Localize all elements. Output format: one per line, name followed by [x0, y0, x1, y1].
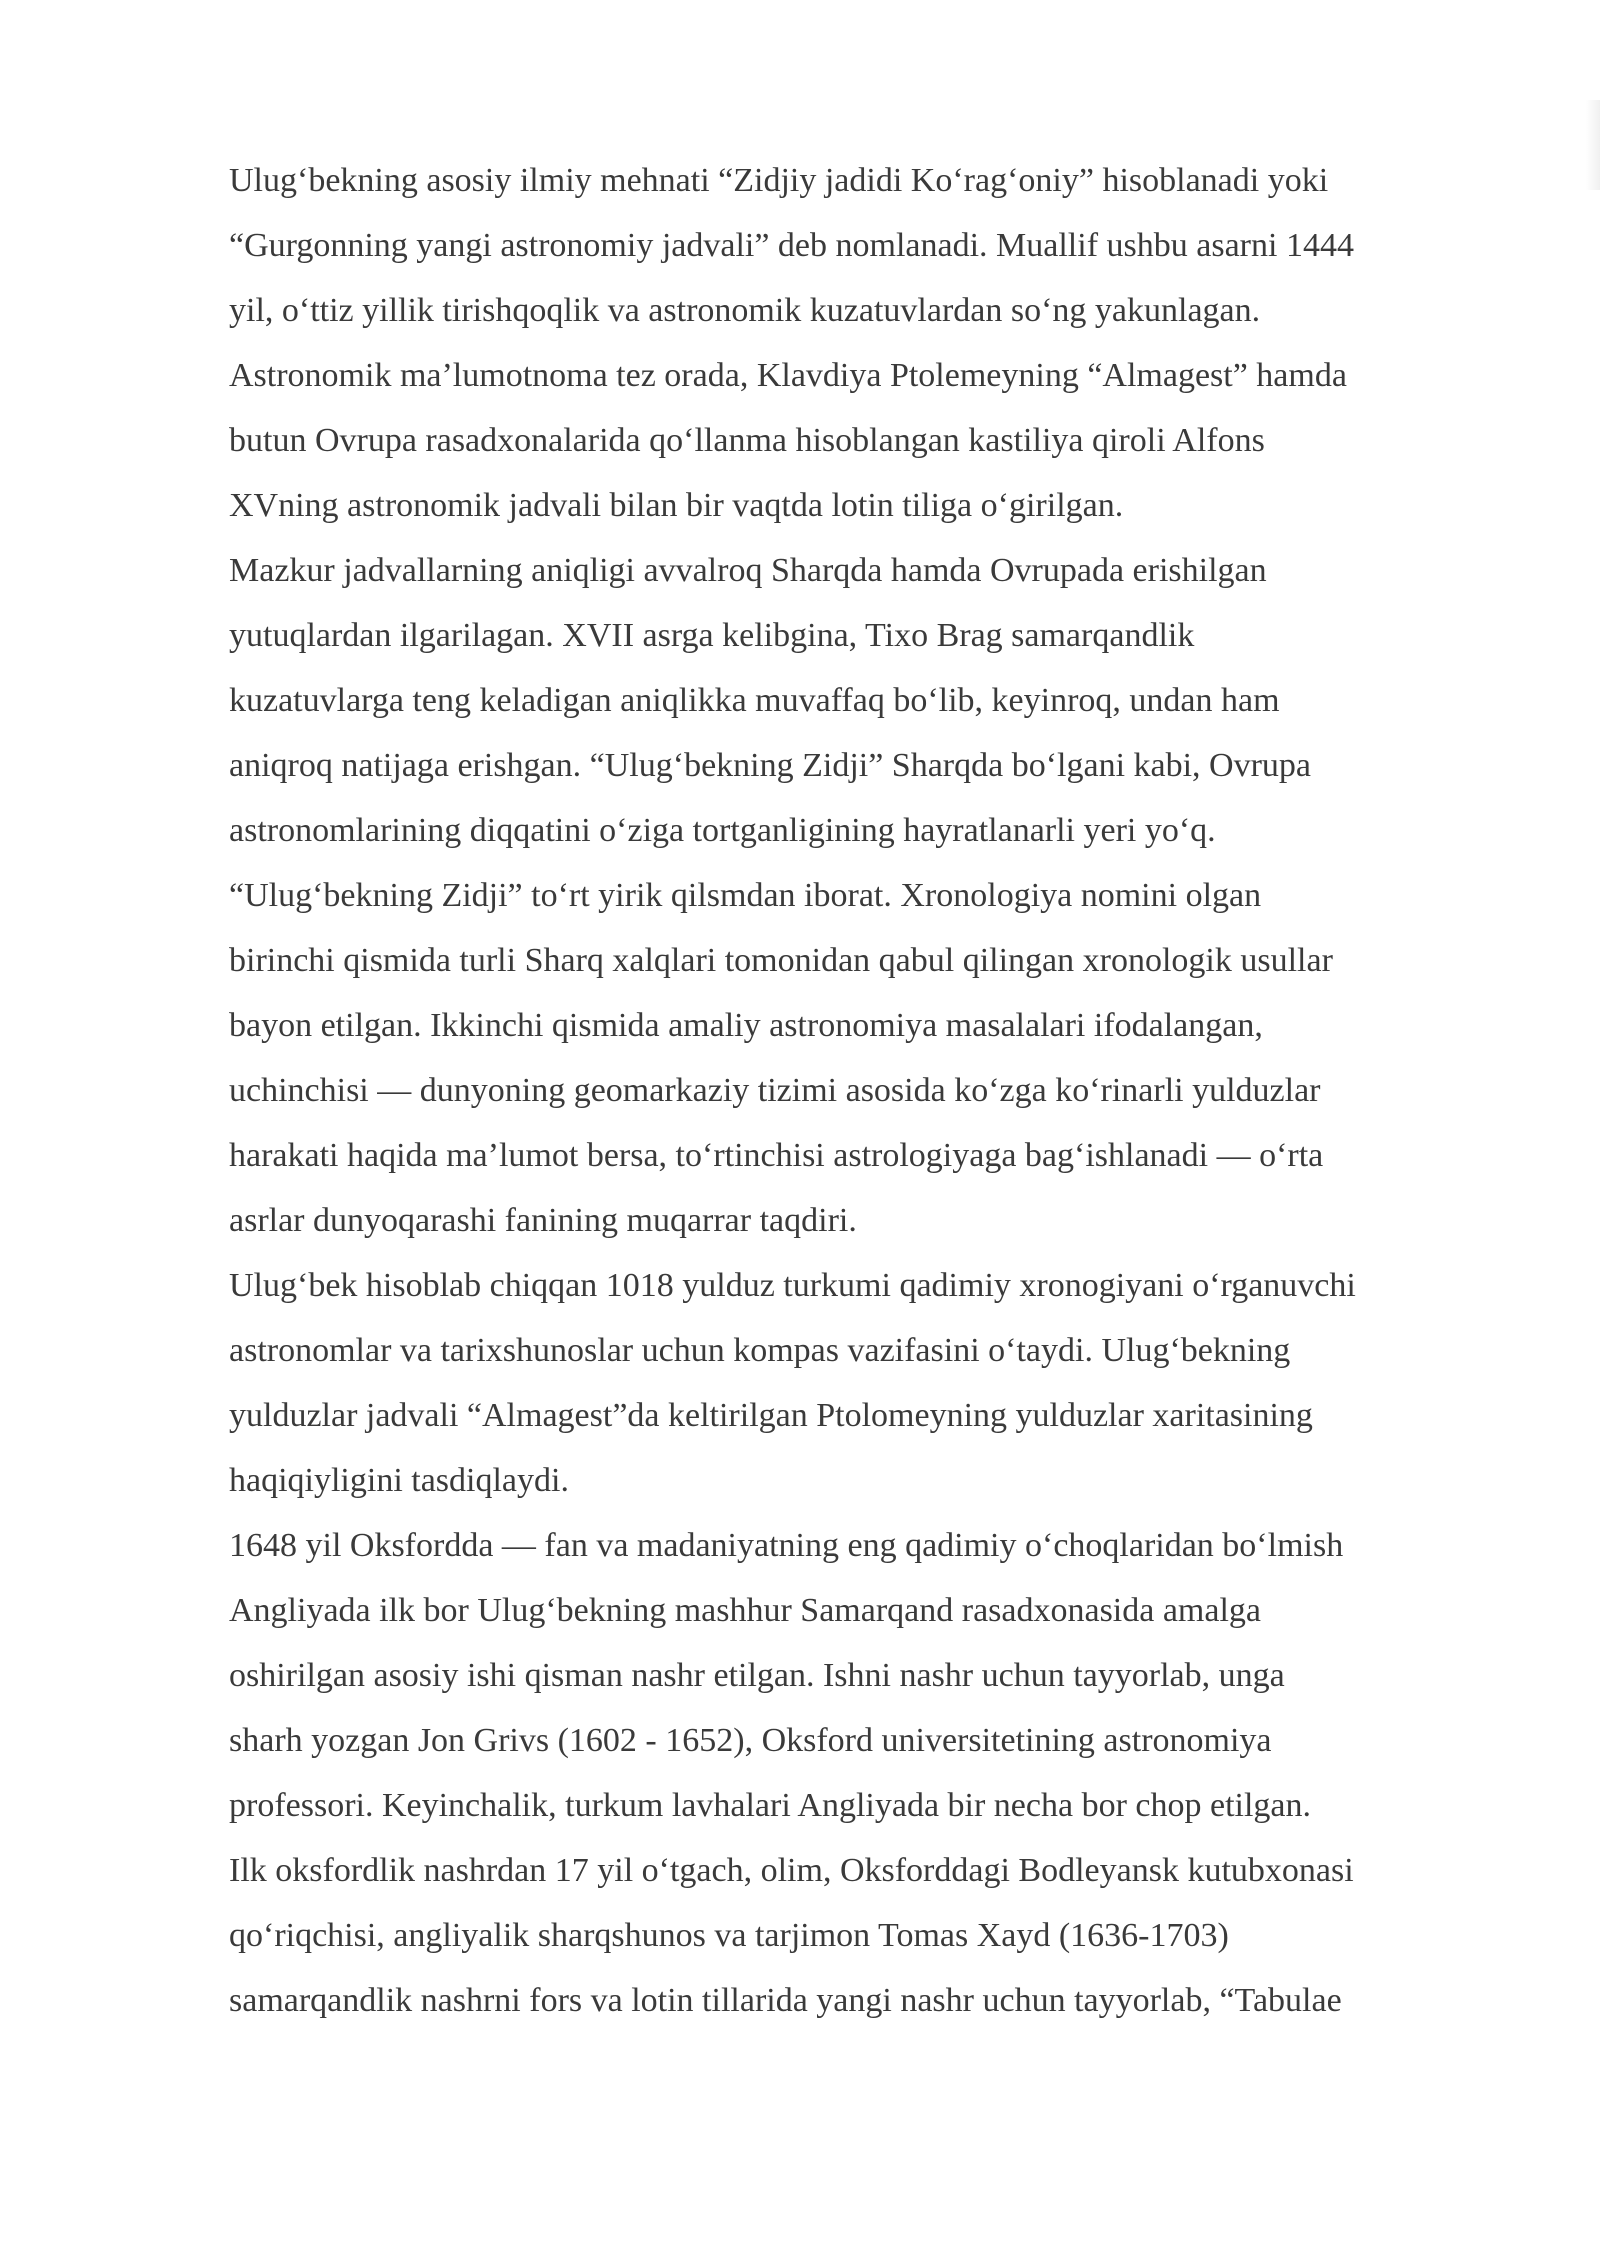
- text-line: uchinchisi — dunyoning geomarkaziy tizimi asosida ko‘zga ko‘rinarli yulduzlar: [229, 1072, 1321, 1109]
- text-line: bayon etilgan. Ikkinchi qismida amaliy astronomiya masalalari ifodalangan,: [229, 1007, 1263, 1044]
- text-line: birinchi qismida turli Sharq xalqlari tomonidan qabul qilingan xronologik usullar: [229, 942, 1333, 979]
- text-line: Mazkur jadvallarning aniqligi avvalroq Sharqda hamda Ovrupada erishilgan: [229, 552, 1267, 589]
- text-line: Ilk oksfordlik nashrdan 17 yil o‘tgach, olim, Oksforddagi Bodleyansk kutubxonasi: [229, 1852, 1354, 1889]
- text-line: harakati haqida ma’lumot bersa, to‘rtinchisi astrologiyaga bag‘ishlanadi — o‘rta: [229, 1137, 1324, 1174]
- text-line: astronomlar va tarixshunoslar uchun kompas vazifasini o‘taydi. Ulug‘bekning: [229, 1332, 1291, 1369]
- text-line: astronomlarining diqqatini o‘ziga tortganligining hayratlanarli yeri yo‘q.: [229, 812, 1216, 849]
- text-line: qo‘riqchisi, angliyalik sharqshunos va tarjimon Tomas Xayd (1636-1703): [229, 1917, 1229, 1954]
- page-edge-shadow: [1586, 100, 1600, 190]
- text-line: 1648 yil Oksfordda — fan va madaniyatning eng qadimiy o‘choqlaridan bo‘lmish: [229, 1527, 1344, 1564]
- text-line: Ulug‘bek hisoblab chiqqan 1018 yulduz turkumi qadimiy xronogiyani o‘rganuvchi: [229, 1267, 1356, 1304]
- text-line: yil, o‘ttiz yillik tirishqoqlik va astronomik kuzatuvlardan so‘ng yakunlagan.: [229, 292, 1261, 329]
- text-line: asrlar dunyoqarashi fanining muqarrar taqdiri.: [229, 1202, 857, 1239]
- text-line: “Gurgonning yangi astronomiy jadvali” deb nomlanadi. Muallif ushbu asarni 1444: [229, 227, 1354, 264]
- document-body: [229, 148, 1529, 2033]
- text-line: “Ulug‘bekning Zidji” to‘rt yirik qilsmdan iborat. Xronologiya nomini olgan: [229, 877, 1262, 914]
- text-line: Astronomik ma’lumotnoma tez orada, Klavdiya Ptolemeyning “Almagest” hamda: [229, 357, 1347, 394]
- text-line: butun Ovrupa rasadxonalarida qo‘llanma hisoblangan kastiliya qiroli Alfons: [229, 422, 1265, 459]
- text-line: aniqroq natijaga erishgan. “Ulug‘bekning Zidji” Sharqda bo‘lgani kabi, Ovrupa: [229, 747, 1312, 784]
- text-line: yulduzlar jadvali “Almagest”da keltirilgan Ptolomeyning yulduzlar xaritasining: [229, 1397, 1313, 1434]
- text-line: XVning astronomik jadvali bilan bir vaqtda lotin tiliga o‘girilgan.: [229, 487, 1124, 524]
- text-line: professori. Keyinchalik, turkum lavhalari Angliyada bir necha bor chop etilgan.: [229, 1787, 1312, 1824]
- text-line: haqiqiyligini tasdiqlaydi.: [229, 1462, 569, 1499]
- text-line: Ulug‘bekning asosiy ilmiy mehnati “Zidjiy jadidi Ko‘rag‘oniy” hisoblanadi yoki: [229, 162, 1329, 199]
- text-line: yutuqlardan ilgarilagan. XVII asrga kelibgina, Tixo Brag samarqandlik: [229, 617, 1195, 654]
- text-line: Angliyada ilk bor Ulug‘bekning mashhur Samarqand rasadxonasida amalga: [229, 1592, 1262, 1629]
- text-line: oshirilgan asosiy ishi qisman nashr etilgan. Ishni nashr uchun tayyorlab, unga: [229, 1657, 1285, 1694]
- text-line: sharh yozgan Jon Grivs (1602 - 1652), Oksford universitetining astronomiya: [229, 1722, 1272, 1759]
- text-line: kuzatuvlarga teng keladigan aniqlikka muvaffaq bo‘lib, keyinroq, undan ham: [229, 682, 1280, 719]
- text-line: samarqandlik nashrni fors va lotin tillarida yangi nashr uchun tayyorlab, “Tabulae: [229, 1982, 1342, 2019]
